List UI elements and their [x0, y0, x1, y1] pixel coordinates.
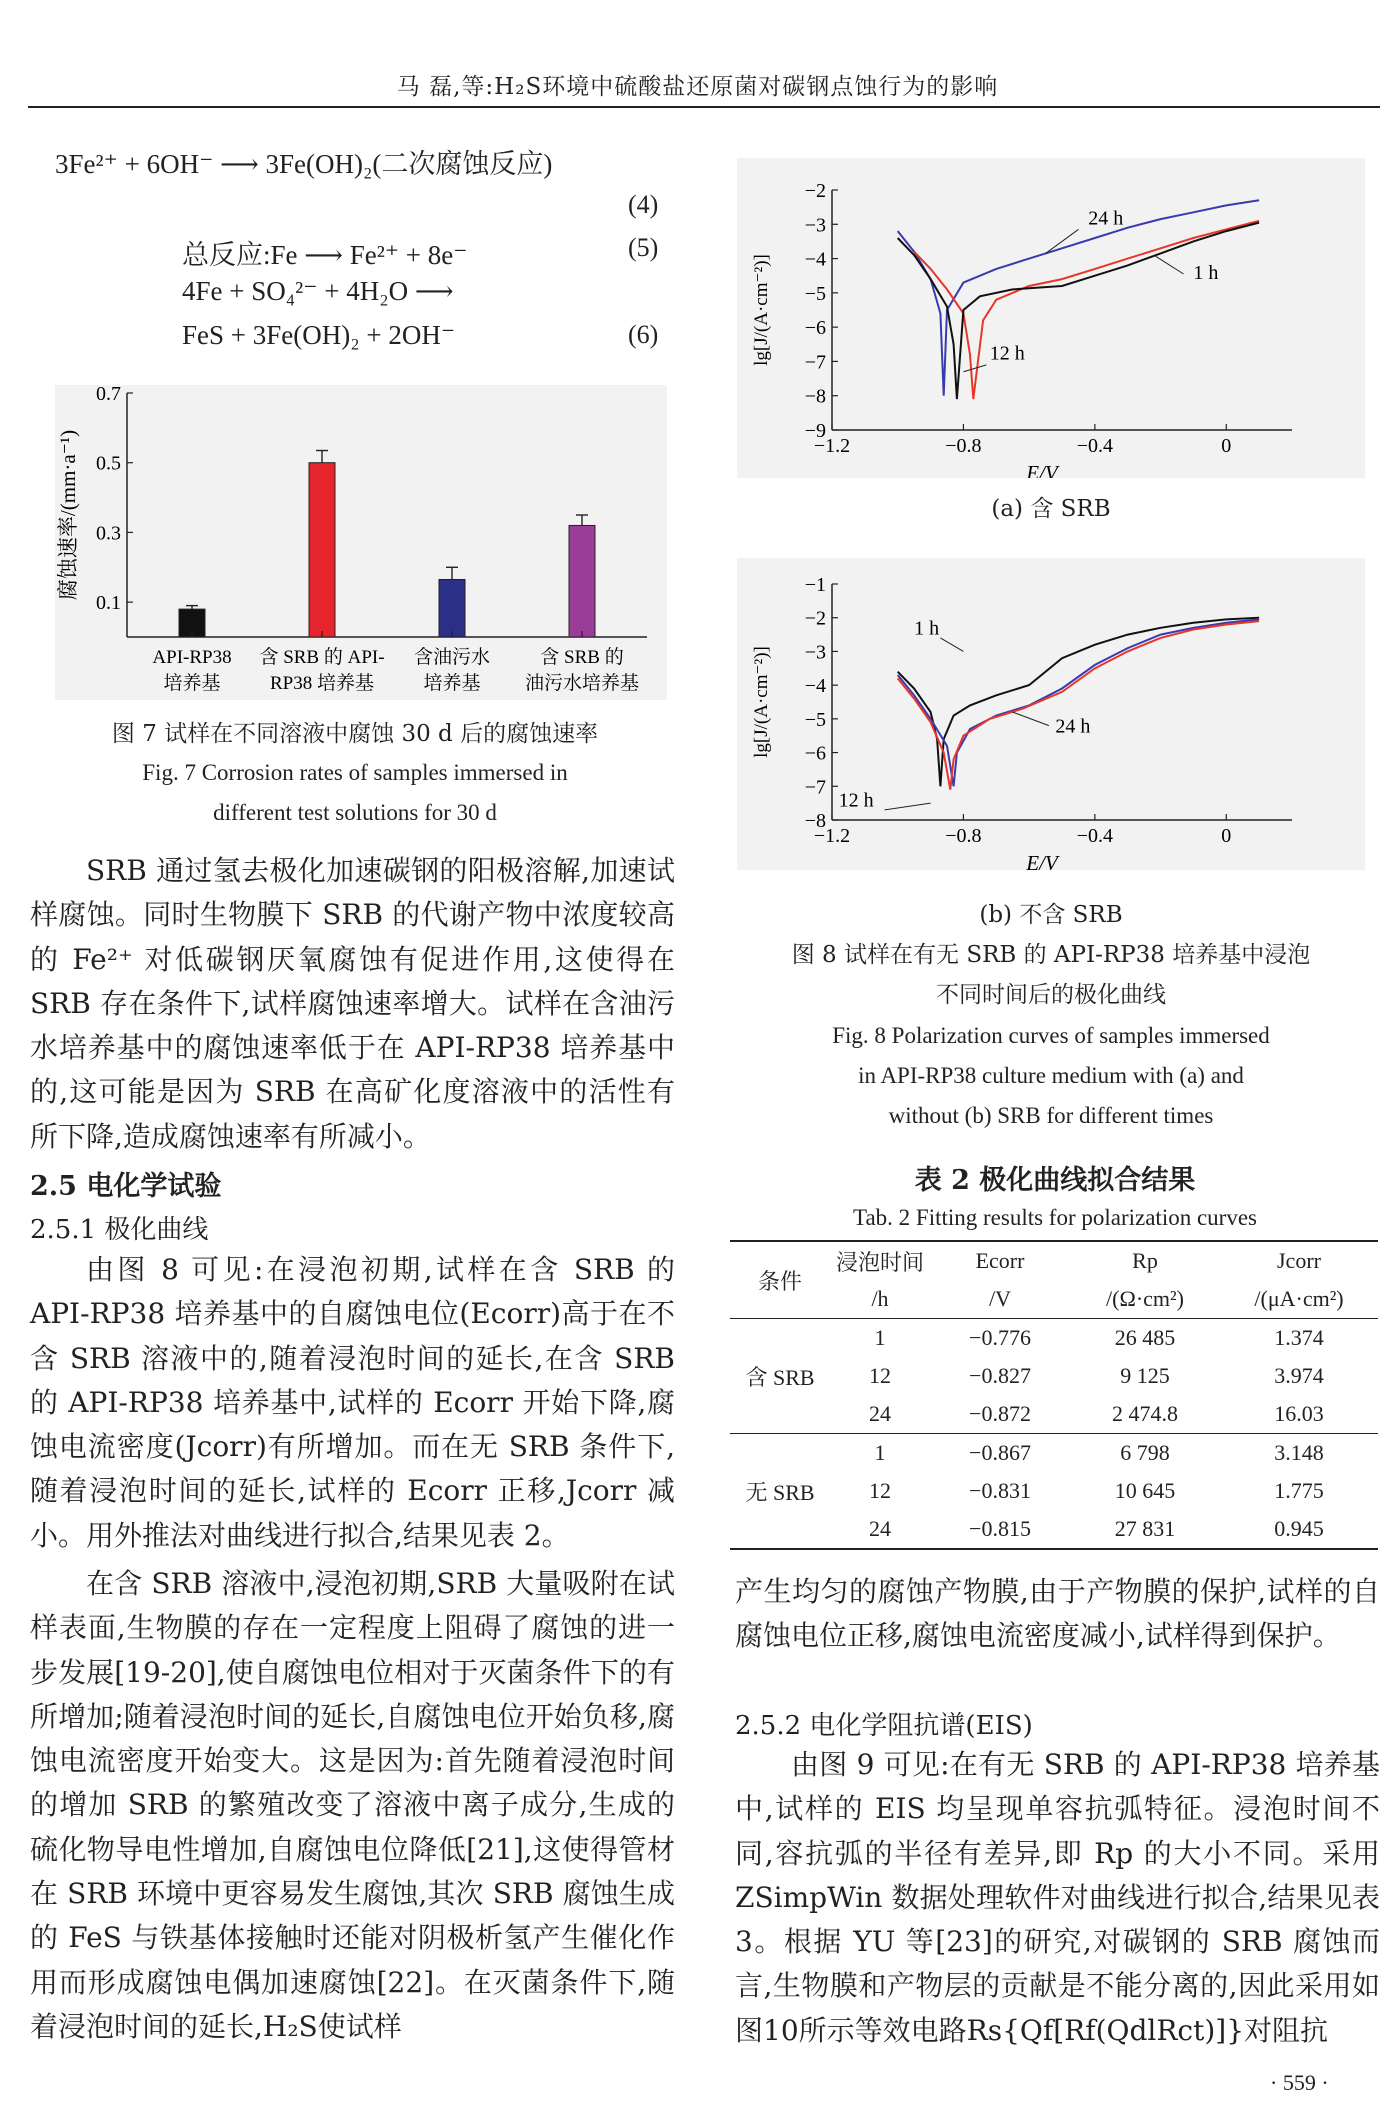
table-header-unit: /h [871, 1286, 889, 1311]
y-tick-label: −7 [804, 351, 826, 374]
x-tick-label: −1.2 [813, 825, 851, 847]
left-paragraph-3 [30, 1562, 675, 2049]
y-tick-label: −2 [804, 607, 826, 630]
table-cell: 1.775 [1274, 1478, 1324, 1503]
table-cell: 12 [869, 1363, 891, 1388]
y-tick-label: 0.1 [96, 592, 121, 615]
paragraph-text: 由图 9 可见:在有无 SRB 的 API-RP38 培养基中,试样的 EIS 均呈现单容抗弧特征。浸泡时间不同,容抗弧的半径有差异,即 Rp 的大小不同。采用 ZSimpWin 数据处理软件对曲线进行拟合,结果见表 3。根据 YU 等[23]的研究,对碳钢的 SRB 腐蚀而言,生物膜和产物层的贡献是不能分离的,因此采用如图10所示等效电路Rs{Qf[Rf(QdlRct)]}对阻抗 [735, 1748, 1380, 2047]
series-line-1h [898, 618, 1259, 787]
table-cell: −0.831 [969, 1478, 1031, 1503]
table-row [730, 1319, 1378, 1358]
table-cell: 12 [869, 1478, 891, 1503]
equation-6-number: (6) [628, 320, 659, 349]
y-tick-label: −6 [804, 317, 826, 340]
figure-8-caption-en-3: without (b) SRB for different times [888, 1103, 1214, 1128]
table-header-unit: /(Ω·cm²) [1106, 1286, 1184, 1311]
equation-6-line2: FeS + 3Fe(OH)₂ + 2OH⁻ [182, 320, 456, 350]
figure-8a-panel [737, 158, 1365, 478]
y-tick-label: 0.7 [96, 385, 121, 405]
table-cell: 24 [869, 1401, 891, 1426]
paragraph-text: 在含 SRB 溶液中,浸泡初期,SRB 大量吸附在试样表面,生物膜的存在一定程度上阻碍了腐蚀的进一步发展[19-20],使自腐蚀电位相对于灭菌条件下的有所增加;随着浸泡时间的延长,自腐蚀电位开始负移,腐蚀电流密度开始变大。这是因为:首先随着浸泡时间的增加 SRB 的繁殖改变了溶液中离子成分,生成的硫化物导电性增加,自腐蚀电位降低[21],这使得管材在 SRB 环境中更容易发生腐蚀,其次 SRB 腐蚀生成的 FeS 与铁基体接触时还能对阴极析氢产生催化作用而形成腐蚀电偶加速腐蚀[22]。在灭菌条件下,随着浸泡时间的延长,H₂S使试样 [30, 1567, 675, 2043]
x-tick-label: −0.4 [1076, 435, 1113, 457]
y-tick-label: 0.3 [96, 522, 121, 545]
table-cell: 3.974 [1274, 1363, 1324, 1388]
y-tick-label: −4 [804, 248, 826, 271]
figure-8b-panel [737, 558, 1365, 870]
leader-line [1154, 255, 1184, 274]
x-tick-label: 0 [1221, 825, 1232, 847]
table-header: Rp [1132, 1248, 1158, 1273]
table-2 [730, 1240, 1378, 1550]
table-header-unit: /V [989, 1286, 1011, 1311]
figure-7-panel [55, 385, 667, 700]
table-cell: 24 [869, 1516, 891, 1541]
y-tick-label: −3 [804, 641, 826, 664]
table-2-title: 表 2 极化曲线拟合结果 [914, 1165, 1196, 1196]
figure-7-caption-en-1: Fig. 7 Corrosion rates of samples immersed in [142, 760, 568, 785]
table-cell: 9 125 [1120, 1363, 1170, 1388]
table-cell: 0.945 [1274, 1516, 1324, 1541]
x-tick-label: 油污水培养基 [524, 673, 640, 694]
paragraph-text: 由图 8 可见:在浸泡初期,试样在含 SRB 的 API-RP38 培养基中的自腐蚀电位(Ecorr)高于在不含 SRB 溶液中的,随着浸泡时间的延长,在含 SRB 的 API-RP38 培养基中,试样的 Ecorr 开始下降,腐蚀电流密度(Jcorr)有所增加。而在无 SRB 条件下,随着浸泡时间的延长,试样的 Ecorr 正移,Jcorr 减小。用外推法对曲线进行拟合,结果见表 2。 [30, 1253, 675, 1552]
table-row [730, 1434, 1378, 1473]
figure-8-caption-cn-1: 图 8 试样在有无 SRB 的 API-RP38 培养基中浸泡 [791, 942, 1311, 968]
table-cell: 26 485 [1114, 1325, 1176, 1350]
table-header: 浸泡时间 [835, 1249, 924, 1275]
figure-8b-polarization-chart [737, 558, 1365, 870]
left-paragraph-1 [30, 849, 675, 1159]
series-line-1h [914, 221, 1259, 399]
series-label-1h: 1 h [1193, 262, 1219, 285]
paragraph-text: 产生均匀的腐蚀产物膜,由于产物膜的保护,试样的自腐蚀电位正移,腐蚀电流密度减小,试样得到保护。 [735, 1575, 1380, 1653]
x-tick-label: −1.2 [813, 435, 851, 457]
figure-7-caption-en-2: different test solutions for 30 d [213, 800, 497, 825]
table-header: Ecorr [975, 1248, 1025, 1273]
table-cell: −0.827 [969, 1363, 1031, 1388]
table-2-grid [730, 1240, 1378, 1550]
x-tick-label: 培养基 [423, 673, 481, 694]
section-heading-2-5: 2.5 电化学试验 [30, 1171, 222, 1202]
equation-5: 总反应:Fe ⟶ Fe²⁺ + 8e⁻ [182, 240, 468, 270]
y-tick-label: 0.5 [96, 452, 121, 475]
y-tick-label: −8 [804, 810, 826, 832]
bar [309, 463, 335, 637]
table-2-subtitle: Tab. 2 Fitting results for polarization curves [853, 1205, 1257, 1230]
left-paragraph-2 [30, 1248, 675, 1558]
subsection-heading-2-5-1: 2.5.1 极化曲线 [30, 1215, 209, 1245]
equation-4: 3Fe²⁺ + 6OH⁻ ⟶ 3Fe(OH)₂(二次腐蚀反应) [55, 149, 553, 179]
table-cell: 无 SRB [745, 1479, 815, 1505]
table-cell: −0.872 [969, 1401, 1031, 1426]
series-label-24h: 24 h [1088, 207, 1124, 230]
y-tick-label: −1 [804, 574, 826, 596]
x-tick-label: RP38 培养基 [270, 673, 374, 694]
series-label-12h: 12 h [989, 342, 1025, 365]
table-cell: −0.776 [969, 1325, 1031, 1350]
subsection-heading-2-5-2: 2.5.2 电化学阻抗谱(EIS) [735, 1711, 1033, 1741]
header-rule [28, 106, 1380, 108]
running-header: 马 磊,等:H₂S环境中硫酸盐还原菌对碳钢点蚀行为的影响 [396, 74, 999, 100]
figure-8-caption-en-1: Fig. 8 Polarization curves of samples immersed [832, 1023, 1270, 1048]
table-cell: 1.374 [1274, 1325, 1324, 1350]
y-tick-label: −5 [804, 708, 826, 731]
series-line-12h [898, 223, 1259, 400]
series-label-12h: 12 h [838, 789, 874, 812]
leader-line [940, 638, 963, 651]
x-tick-label: 含 SRB 的 API- [259, 647, 385, 668]
y-tick-label: −2 [804, 180, 826, 202]
y-tick-label: −5 [804, 282, 826, 305]
leader-line [963, 365, 986, 372]
x-tick-label: 培养基 [163, 673, 221, 694]
leader-line [885, 803, 931, 810]
x-tick-label: API-RP38 [152, 647, 232, 668]
right-paragraph-1 [735, 1570, 1380, 1659]
x-axis-label: E/V [1026, 851, 1058, 870]
figure-8-caption-cn-2: 不同时间后的极化曲线 [936, 982, 1166, 1008]
table-cell: 含 SRB [745, 1364, 815, 1390]
x-axis-label: E/V [1026, 461, 1058, 478]
leader-line [1046, 229, 1079, 253]
y-tick-label: −4 [804, 675, 826, 698]
y-tick-label: −6 [804, 742, 826, 765]
x-tick-label: −0.8 [945, 825, 982, 847]
bar [439, 579, 465, 637]
table-header-unit: /(μA·cm²) [1254, 1286, 1344, 1311]
bar [569, 525, 595, 637]
x-tick-label: 0 [1221, 435, 1232, 457]
x-tick-label: 含 SRB 的 [540, 647, 624, 668]
figure-8b-caption: (b) 不含 SRB [979, 902, 1123, 928]
y-axis-label: lg[J/(A·cm⁻²)] [751, 254, 772, 366]
y-tick-label: −8 [804, 385, 826, 408]
y-tick-label: −9 [804, 420, 826, 442]
x-tick-label: −0.4 [1076, 825, 1113, 847]
series-label-1h: 1 h [914, 617, 940, 640]
series-label-24h: 24 h [1055, 715, 1091, 738]
table-cell: 6 798 [1120, 1440, 1170, 1465]
figure-8a-polarization-chart [737, 158, 1365, 478]
series-line-12h [898, 621, 1259, 790]
table-cell: 3.148 [1274, 1440, 1324, 1465]
right-paragraph-2 [735, 1743, 1380, 2053]
paragraph-text: SRB 通过氢去极化加速碳钢的阳极溶解,加速试样腐蚀。同时生物膜下 SRB 的代谢产物中浓度较高的 Fe²⁺ 对低碳钢厌氧腐蚀有促进作用,这使得在 SRB 存在条件下,试样腐蚀速率增大。试样在含油污水培养基中的腐蚀速率低于在 API-RP38 培养基中的,这可能是因为 SRB 在高矿化度溶液中的活性有所下降,造成腐蚀速率有所减小。 [30, 854, 675, 1153]
figure-8-caption-en-2: in API-RP38 culture medium with (a) and [858, 1063, 1244, 1088]
equation-6-line1: 4Fe + SO₄²⁻ + 4H₂O ⟶ [182, 276, 454, 306]
table-cell: 10 645 [1114, 1478, 1176, 1503]
page-number: · 559 · [1270, 2070, 1329, 2095]
table-cell: −0.867 [969, 1440, 1031, 1465]
figure-8a-caption: (a) 含 SRB [991, 496, 1111, 522]
table-header: 条件 [757, 1268, 802, 1294]
y-tick-label: −3 [804, 214, 826, 237]
leader-line [1013, 712, 1049, 725]
x-tick-label: 含油污水 [413, 647, 491, 668]
equation-4-number: (4) [628, 190, 659, 219]
table-cell: −0.815 [969, 1516, 1031, 1541]
y-axis-label: 腐蚀速率/(mm·a⁻¹) [56, 429, 80, 601]
table-header: Jcorr [1277, 1248, 1321, 1273]
figure-7-caption-cn: 图 7 试样在不同溶液中腐蚀 30 d 后的腐蚀速率 [111, 721, 599, 747]
table-cell: 16.03 [1274, 1401, 1324, 1426]
table-cell: 1 [874, 1325, 886, 1350]
x-tick-label: −0.8 [945, 435, 982, 457]
figure-7-bar-chart [55, 385, 667, 700]
table-cell: 2 474.8 [1112, 1401, 1178, 1426]
table-cell: 1 [874, 1440, 886, 1465]
y-tick-label: −7 [804, 776, 826, 799]
table-cell: 27 831 [1114, 1516, 1176, 1541]
equation-5-number: (5) [628, 233, 659, 262]
y-axis-label: lg[J/(A·cm⁻²)] [751, 646, 772, 758]
